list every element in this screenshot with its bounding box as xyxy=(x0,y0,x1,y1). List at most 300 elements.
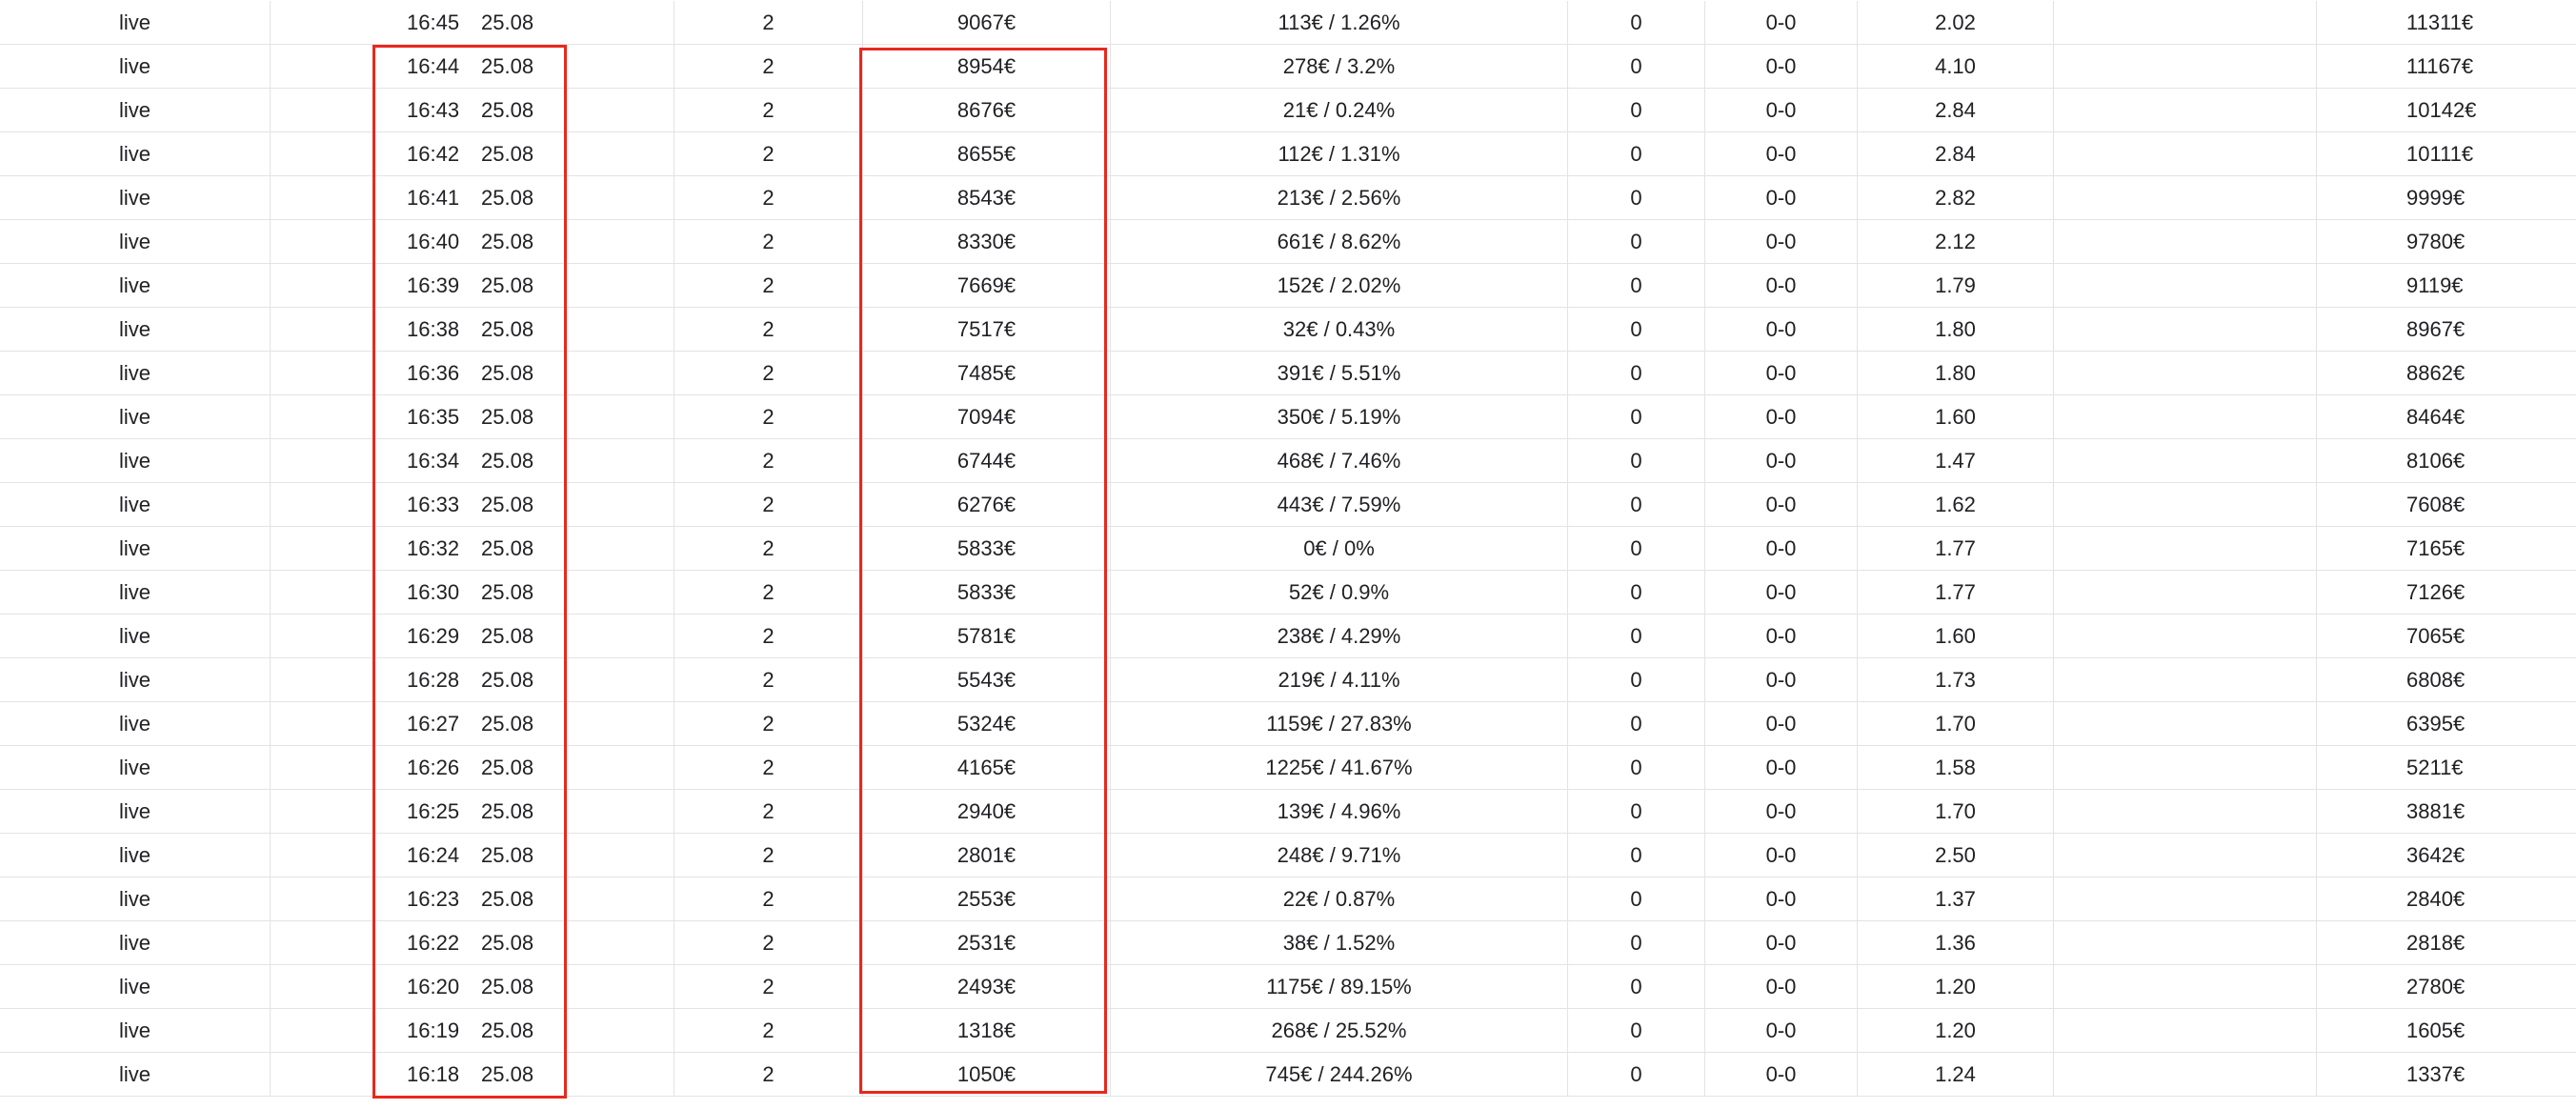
odds-cell[interactable]: 4.10 xyxy=(1858,45,2054,88)
status-cell[interactable]: live xyxy=(0,1,271,44)
amount-cell[interactable]: 2553€ xyxy=(863,877,1111,920)
datetime-cell[interactable] xyxy=(271,220,674,263)
total-cell[interactable] xyxy=(2317,439,2576,482)
status-cell[interactable]: live xyxy=(0,615,271,657)
zero-cell[interactable]: 0 xyxy=(1568,1053,1705,1096)
status-cell[interactable]: live xyxy=(0,527,271,570)
delta-cell[interactable]: 468€ / 7.46% xyxy=(1111,439,1568,482)
count-cell[interactable]: 2 xyxy=(674,834,863,877)
count-cell[interactable]: 2 xyxy=(674,45,863,88)
empty-cell[interactable] xyxy=(2054,176,2317,219)
total-cell[interactable] xyxy=(2317,921,2576,964)
datetime-cell[interactable] xyxy=(271,527,674,570)
datetime-cell[interactable] xyxy=(271,89,674,131)
table-row[interactable] xyxy=(0,483,2576,527)
score-cell[interactable]: 0-0 xyxy=(1705,308,1858,351)
datetime-cell[interactable] xyxy=(271,1009,674,1052)
odds-cell[interactable]: 1.62 xyxy=(1858,483,2054,526)
table-row[interactable] xyxy=(0,1053,2576,1097)
odds-cell[interactable]: 2.50 xyxy=(1858,834,2054,877)
zero-cell[interactable]: 0 xyxy=(1568,615,1705,657)
datetime-cell[interactable] xyxy=(271,746,674,789)
total-cell[interactable] xyxy=(2317,220,2576,263)
odds-cell[interactable]: 2.84 xyxy=(1858,89,2054,131)
score-cell[interactable]: 0-0 xyxy=(1705,352,1858,394)
table-row[interactable] xyxy=(0,965,2576,1009)
date-value: 25.08 xyxy=(481,536,534,560)
status-cell[interactable]: live xyxy=(0,571,271,614)
score-cell[interactable]: 0-0 xyxy=(1705,615,1858,657)
delta-cell[interactable]: 391€ / 5.51% xyxy=(1111,352,1568,394)
empty-cell[interactable] xyxy=(2054,264,2317,307)
total-cell[interactable] xyxy=(2317,89,2576,131)
total-cell[interactable] xyxy=(2317,132,2576,175)
datetime-cell[interactable] xyxy=(271,834,674,877)
datetime-cell[interactable] xyxy=(271,615,674,657)
count-cell[interactable]: 2 xyxy=(674,89,863,131)
total-cell[interactable] xyxy=(2317,264,2576,307)
zero-cell[interactable]: 0 xyxy=(1568,89,1705,131)
empty-cell[interactable] xyxy=(2054,877,2317,920)
odds-cell[interactable]: 1.20 xyxy=(1858,1009,2054,1052)
delta-cell[interactable]: 1175€ / 89.15% xyxy=(1111,965,1568,1008)
zero-cell[interactable]: 0 xyxy=(1568,790,1705,833)
zero-cell[interactable]: 0 xyxy=(1568,352,1705,394)
empty-cell[interactable] xyxy=(2054,439,2317,482)
date-value: 25.08 xyxy=(481,54,534,78)
zero-cell[interactable]: 0 xyxy=(1568,571,1705,614)
amount-cell[interactable]: 6744€ xyxy=(863,439,1111,482)
status-cell[interactable]: live xyxy=(0,395,271,438)
delta-cell[interactable]: 32€ / 0.43% xyxy=(1111,308,1568,351)
total-cell[interactable] xyxy=(2317,965,2576,1008)
time-value: 16:18 xyxy=(407,1062,460,1086)
total-value: 6395€ xyxy=(2406,712,2465,736)
total-cell[interactable] xyxy=(2317,308,2576,351)
amount-cell[interactable]: 2493€ xyxy=(863,965,1111,1008)
status-cell[interactable]: live xyxy=(0,132,271,175)
delta-cell[interactable]: 139€ / 4.96% xyxy=(1111,790,1568,833)
delta-cell[interactable]: 113€ / 1.26% xyxy=(1111,1,1568,44)
time-value: 16:40 xyxy=(407,230,460,253)
total-cell[interactable] xyxy=(2317,615,2576,657)
datetime-cell[interactable] xyxy=(271,877,674,920)
amount-cell[interactable]: 2531€ xyxy=(863,921,1111,964)
table-row[interactable] xyxy=(0,1,2576,45)
delta-cell[interactable]: 248€ / 9.71% xyxy=(1111,834,1568,877)
empty-cell[interactable] xyxy=(2054,1,2317,44)
score-cell[interactable]: 0-0 xyxy=(1705,702,1858,745)
table-row[interactable] xyxy=(0,1009,2576,1053)
table-row[interactable] xyxy=(0,615,2576,658)
table-row[interactable] xyxy=(0,352,2576,395)
table-row[interactable] xyxy=(0,527,2576,571)
time-value: 16:34 xyxy=(407,449,460,473)
table-row[interactable] xyxy=(0,571,2576,615)
empty-cell[interactable] xyxy=(2054,702,2317,745)
status-cell[interactable]: live xyxy=(0,308,271,351)
delta-cell[interactable]: 21€ / 0.24% xyxy=(1111,89,1568,131)
delta-cell[interactable]: 238€ / 4.29% xyxy=(1111,615,1568,657)
table-row[interactable] xyxy=(0,176,2576,220)
empty-cell[interactable] xyxy=(2054,658,2317,701)
table-row[interactable] xyxy=(0,746,2576,790)
empty-cell[interactable] xyxy=(2054,352,2317,394)
count-cell[interactable]: 2 xyxy=(674,352,863,394)
delta-cell[interactable]: 22€ / 0.87% xyxy=(1111,877,1568,920)
odds-cell[interactable]: 1.70 xyxy=(1858,790,2054,833)
delta-cell[interactable]: 268€ / 25.52% xyxy=(1111,1009,1568,1052)
total-cell[interactable] xyxy=(2317,746,2576,789)
count-cell[interactable]: 2 xyxy=(674,264,863,307)
table-row[interactable] xyxy=(0,45,2576,89)
score-cell[interactable]: 0-0 xyxy=(1705,395,1858,438)
status-cell[interactable]: live xyxy=(0,220,271,263)
count-cell[interactable]: 2 xyxy=(674,571,863,614)
total-value: 9999€ xyxy=(2406,186,2465,210)
date-value: 25.08 xyxy=(481,975,534,998)
odds-cell[interactable]: 1.60 xyxy=(1858,615,2054,657)
datetime-cell[interactable] xyxy=(271,352,674,394)
empty-cell[interactable] xyxy=(2054,790,2317,833)
score-cell[interactable]: 0-0 xyxy=(1705,834,1858,877)
count-cell[interactable]: 2 xyxy=(674,308,863,351)
count-cell[interactable]: 2 xyxy=(674,965,863,1008)
score-cell[interactable]: 0-0 xyxy=(1705,571,1858,614)
table-row[interactable] xyxy=(0,702,2576,746)
total-cell[interactable] xyxy=(2317,790,2576,833)
odds-cell[interactable]: 1.80 xyxy=(1858,352,2054,394)
amount-cell[interactable]: 5324€ xyxy=(863,702,1111,745)
table-row[interactable] xyxy=(0,790,2576,834)
delta-cell[interactable]: 152€ / 2.02% xyxy=(1111,264,1568,307)
count-cell[interactable]: 2 xyxy=(674,702,863,745)
amount-cell[interactable]: 5833€ xyxy=(863,527,1111,570)
zero-cell[interactable]: 0 xyxy=(1568,965,1705,1008)
count-cell[interactable]: 2 xyxy=(674,527,863,570)
zero-cell[interactable]: 0 xyxy=(1568,45,1705,88)
zero-cell[interactable]: 0 xyxy=(1568,483,1705,526)
date-value: 25.08 xyxy=(481,273,534,297)
amount-cell[interactable]: 2801€ xyxy=(863,834,1111,877)
empty-cell[interactable] xyxy=(2054,308,2317,351)
time-value: 16:25 xyxy=(407,799,460,823)
total-cell[interactable] xyxy=(2317,45,2576,88)
status-cell[interactable]: live xyxy=(0,790,271,833)
odds-cell[interactable]: 1.37 xyxy=(1858,877,2054,920)
zero-cell[interactable]: 0 xyxy=(1568,264,1705,307)
datetime-cell[interactable] xyxy=(271,571,674,614)
empty-cell[interactable] xyxy=(2054,89,2317,131)
status-cell[interactable]: live xyxy=(0,834,271,877)
odds-cell[interactable]: 2.82 xyxy=(1858,176,2054,219)
zero-cell[interactable]: 0 xyxy=(1568,1009,1705,1052)
total-cell[interactable] xyxy=(2317,877,2576,920)
amount-cell[interactable]: 5781€ xyxy=(863,615,1111,657)
datetime-cell[interactable] xyxy=(271,308,674,351)
count-cell[interactable]: 2 xyxy=(674,877,863,920)
datetime-cell[interactable] xyxy=(271,483,674,526)
datetime-cell[interactable] xyxy=(271,790,674,833)
status-cell[interactable]: live xyxy=(0,89,271,131)
empty-cell[interactable] xyxy=(2054,132,2317,175)
odds-cell[interactable]: 1.36 xyxy=(1858,921,2054,964)
time-value: 16:30 xyxy=(407,580,460,604)
amount-cell[interactable]: 1050€ xyxy=(863,1053,1111,1096)
datetime-cell[interactable] xyxy=(271,176,674,219)
status-cell[interactable]: live xyxy=(0,439,271,482)
datetime-cell[interactable] xyxy=(271,1053,674,1096)
status-cell[interactable]: live xyxy=(0,877,271,920)
date-value: 25.08 xyxy=(481,405,534,429)
amount-cell[interactable]: 8543€ xyxy=(863,176,1111,219)
status-cell[interactable]: live xyxy=(0,264,271,307)
total-cell[interactable] xyxy=(2317,834,2576,877)
amount-cell[interactable]: 8676€ xyxy=(863,89,1111,131)
score-cell[interactable]: 0-0 xyxy=(1705,965,1858,1008)
datetime-cell[interactable] xyxy=(271,132,674,175)
status-cell[interactable]: live xyxy=(0,746,271,789)
amount-cell[interactable]: 7485€ xyxy=(863,352,1111,394)
zero-cell[interactable]: 0 xyxy=(1568,395,1705,438)
zero-cell[interactable]: 0 xyxy=(1568,921,1705,964)
empty-cell[interactable] xyxy=(2054,615,2317,657)
delta-cell[interactable]: 52€ / 0.9% xyxy=(1111,571,1568,614)
score-cell[interactable]: 0-0 xyxy=(1705,1053,1858,1096)
amount-cell[interactable]: 5543€ xyxy=(863,658,1111,701)
odds-cell[interactable]: 2.12 xyxy=(1858,220,2054,263)
table-row[interactable] xyxy=(0,264,2576,308)
empty-cell[interactable] xyxy=(2054,834,2317,877)
amount-cell[interactable]: 7669€ xyxy=(863,264,1111,307)
datetime-cell[interactable] xyxy=(271,264,674,307)
score-cell[interactable]: 0-0 xyxy=(1705,790,1858,833)
odds-cell[interactable]: 1.77 xyxy=(1858,527,2054,570)
count-cell[interactable]: 2 xyxy=(674,176,863,219)
delta-cell[interactable]: 1159€ / 27.83% xyxy=(1111,702,1568,745)
status-cell[interactable]: live xyxy=(0,45,271,88)
amount-cell[interactable]: 7094€ xyxy=(863,395,1111,438)
odds-cell[interactable]: 1.24 xyxy=(1858,1053,2054,1096)
total-cell[interactable] xyxy=(2317,1009,2576,1052)
total-cell[interactable] xyxy=(2317,483,2576,526)
datetime-cell[interactable] xyxy=(271,45,674,88)
time-value: 16:29 xyxy=(407,624,460,648)
delta-cell[interactable]: 745€ / 244.26% xyxy=(1111,1053,1568,1096)
table-row[interactable] xyxy=(0,308,2576,352)
score-cell[interactable]: 0-0 xyxy=(1705,220,1858,263)
count-cell[interactable]: 2 xyxy=(674,790,863,833)
status-cell[interactable]: live xyxy=(0,702,271,745)
datetime-cell[interactable] xyxy=(271,702,674,745)
empty-cell[interactable] xyxy=(2054,571,2317,614)
status-cell[interactable]: live xyxy=(0,921,271,964)
zero-cell[interactable]: 0 xyxy=(1568,746,1705,789)
odds-cell[interactable]: 1.79 xyxy=(1858,264,2054,307)
status-cell[interactable]: live xyxy=(0,1009,271,1052)
amount-cell[interactable]: 6276€ xyxy=(863,483,1111,526)
delta-cell[interactable]: 219€ / 4.11% xyxy=(1111,658,1568,701)
zero-cell[interactable]: 0 xyxy=(1568,176,1705,219)
empty-cell[interactable] xyxy=(2054,45,2317,88)
total-value: 2818€ xyxy=(2406,931,2465,955)
score-cell[interactable]: 0-0 xyxy=(1705,45,1858,88)
total-cell[interactable] xyxy=(2317,702,2576,745)
total-cell[interactable] xyxy=(2317,352,2576,394)
score-cell[interactable]: 0-0 xyxy=(1705,658,1858,701)
empty-cell[interactable] xyxy=(2054,395,2317,438)
odds-cell[interactable]: 2.84 xyxy=(1858,132,2054,175)
total-cell[interactable] xyxy=(2317,1053,2576,1096)
datetime-cell[interactable] xyxy=(271,1,674,44)
table-row[interactable] xyxy=(0,89,2576,132)
score-cell[interactable]: 0-0 xyxy=(1705,877,1858,920)
total-cell[interactable] xyxy=(2317,395,2576,438)
delta-cell[interactable]: 350€ / 5.19% xyxy=(1111,395,1568,438)
status-cell[interactable]: live xyxy=(0,1053,271,1096)
delta-cell[interactable]: 0€ / 0% xyxy=(1111,527,1568,570)
count-cell[interactable]: 2 xyxy=(674,439,863,482)
time-value: 16:41 xyxy=(407,186,460,210)
datetime-cell[interactable] xyxy=(271,921,674,964)
delta-cell[interactable]: 1225€ / 41.67% xyxy=(1111,746,1568,789)
empty-cell[interactable] xyxy=(2054,965,2317,1008)
table-row[interactable] xyxy=(0,921,2576,965)
delta-cell[interactable]: 38€ / 1.52% xyxy=(1111,921,1568,964)
date-value: 25.08 xyxy=(481,1062,534,1086)
zero-cell[interactable]: 0 xyxy=(1568,702,1705,745)
count-cell[interactable]: 2 xyxy=(674,746,863,789)
count-cell[interactable]: 2 xyxy=(674,921,863,964)
empty-cell[interactable] xyxy=(2054,746,2317,789)
count-cell[interactable]: 2 xyxy=(674,395,863,438)
total-value: 7165€ xyxy=(2406,536,2465,560)
table-row[interactable] xyxy=(0,395,2576,439)
date-value: 25.08 xyxy=(481,1018,534,1042)
table-row[interactable] xyxy=(0,834,2576,877)
status-cell[interactable]: live xyxy=(0,658,271,701)
total-value: 8967€ xyxy=(2406,317,2465,341)
delta-cell[interactable]: 661€ / 8.62% xyxy=(1111,220,1568,263)
odds-cell[interactable]: 1.73 xyxy=(1858,658,2054,701)
amount-cell[interactable]: 9067€ xyxy=(863,1,1111,44)
score-cell[interactable]: 0-0 xyxy=(1705,176,1858,219)
total-cell[interactable] xyxy=(2317,658,2576,701)
amount-cell[interactable]: 7517€ xyxy=(863,308,1111,351)
empty-cell[interactable] xyxy=(2054,1009,2317,1052)
total-cell[interactable] xyxy=(2317,527,2576,570)
table-row[interactable] xyxy=(0,132,2576,176)
total-cell[interactable] xyxy=(2317,176,2576,219)
status-cell[interactable]: live xyxy=(0,965,271,1008)
delta-cell[interactable]: 112€ / 1.31% xyxy=(1111,132,1568,175)
amount-cell[interactable]: 8330€ xyxy=(863,220,1111,263)
odds-cell[interactable]: 1.20 xyxy=(1858,965,2054,1008)
table-row[interactable] xyxy=(0,439,2576,483)
amount-cell[interactable]: 5833€ xyxy=(863,571,1111,614)
datetime-cell[interactable] xyxy=(271,395,674,438)
count-cell[interactable]: 2 xyxy=(674,1053,863,1096)
delta-cell[interactable]: 213€ / 2.56% xyxy=(1111,176,1568,219)
odds-cell[interactable]: 1.77 xyxy=(1858,571,2054,614)
status-cell[interactable]: live xyxy=(0,176,271,219)
empty-cell[interactable] xyxy=(2054,483,2317,526)
count-cell[interactable]: 2 xyxy=(674,132,863,175)
time-value: 16:36 xyxy=(407,361,460,385)
count-cell[interactable]: 2 xyxy=(674,615,863,657)
score-cell[interactable]: 0-0 xyxy=(1705,483,1858,526)
amount-cell[interactable]: 8655€ xyxy=(863,132,1111,175)
table-row[interactable] xyxy=(0,877,2576,921)
count-cell[interactable]: 2 xyxy=(674,220,863,263)
amount-cell[interactable]: 8954€ xyxy=(863,45,1111,88)
amount-cell[interactable]: 4165€ xyxy=(863,746,1111,789)
odds-cell[interactable]: 1.60 xyxy=(1858,395,2054,438)
empty-cell[interactable] xyxy=(2054,921,2317,964)
total-value: 9780€ xyxy=(2406,230,2465,253)
odds-cell[interactable]: 2.02 xyxy=(1858,1,2054,44)
odds-cell[interactable]: 1.58 xyxy=(1858,746,2054,789)
total-value: 11167€ xyxy=(2406,54,2474,78)
odds-cell[interactable]: 1.47 xyxy=(1858,439,2054,482)
zero-cell[interactable]: 0 xyxy=(1568,132,1705,175)
table-row[interactable] xyxy=(0,220,2576,264)
count-cell[interactable]: 2 xyxy=(674,1009,863,1052)
score-cell[interactable]: 0-0 xyxy=(1705,746,1858,789)
date-value: 25.08 xyxy=(481,668,534,692)
status-cell[interactable]: live xyxy=(0,483,271,526)
empty-cell[interactable] xyxy=(2054,1053,2317,1096)
zero-cell[interactable]: 0 xyxy=(1568,220,1705,263)
delta-cell[interactable]: 278€ / 3.2% xyxy=(1111,45,1568,88)
odds-cell[interactable]: 1.80 xyxy=(1858,308,2054,351)
zero-cell[interactable]: 0 xyxy=(1568,1,1705,44)
total-cell[interactable] xyxy=(2317,571,2576,614)
status-cell[interactable]: live xyxy=(0,352,271,394)
datetime-cell[interactable] xyxy=(271,965,674,1008)
zero-cell[interactable]: 0 xyxy=(1568,834,1705,877)
score-cell[interactable]: 0-0 xyxy=(1705,527,1858,570)
datetime-cell[interactable] xyxy=(271,658,674,701)
delta-cell[interactable]: 443€ / 7.59% xyxy=(1111,483,1568,526)
table-row[interactable] xyxy=(0,658,2576,702)
empty-cell[interactable] xyxy=(2054,527,2317,570)
zero-cell[interactable]: 0 xyxy=(1568,877,1705,920)
count-cell[interactable]: 2 xyxy=(674,483,863,526)
date-value: 25.08 xyxy=(481,580,534,604)
score-cell[interactable]: 0-0 xyxy=(1705,1009,1858,1052)
zero-cell[interactable]: 0 xyxy=(1568,527,1705,570)
zero-cell[interactable]: 0 xyxy=(1568,308,1705,351)
score-cell[interactable]: 0-0 xyxy=(1705,921,1858,964)
amount-cell[interactable]: 2940€ xyxy=(863,790,1111,833)
count-cell[interactable]: 2 xyxy=(674,1,863,44)
datetime-cell[interactable] xyxy=(271,439,674,482)
empty-cell[interactable] xyxy=(2054,220,2317,263)
score-cell[interactable]: 0-0 xyxy=(1705,264,1858,307)
zero-cell[interactable]: 0 xyxy=(1568,658,1705,701)
score-cell[interactable]: 0-0 xyxy=(1705,439,1858,482)
score-cell[interactable]: 0-0 xyxy=(1705,89,1858,131)
total-cell[interactable] xyxy=(2317,1,2576,44)
score-cell[interactable]: 0-0 xyxy=(1705,1,1858,44)
time-value: 16:35 xyxy=(407,405,460,429)
amount-cell[interactable]: 1318€ xyxy=(863,1009,1111,1052)
score-cell[interactable]: 0-0 xyxy=(1705,132,1858,175)
zero-cell[interactable]: 0 xyxy=(1568,439,1705,482)
count-cell[interactable]: 2 xyxy=(674,658,863,701)
odds-cell[interactable]: 1.70 xyxy=(1858,702,2054,745)
